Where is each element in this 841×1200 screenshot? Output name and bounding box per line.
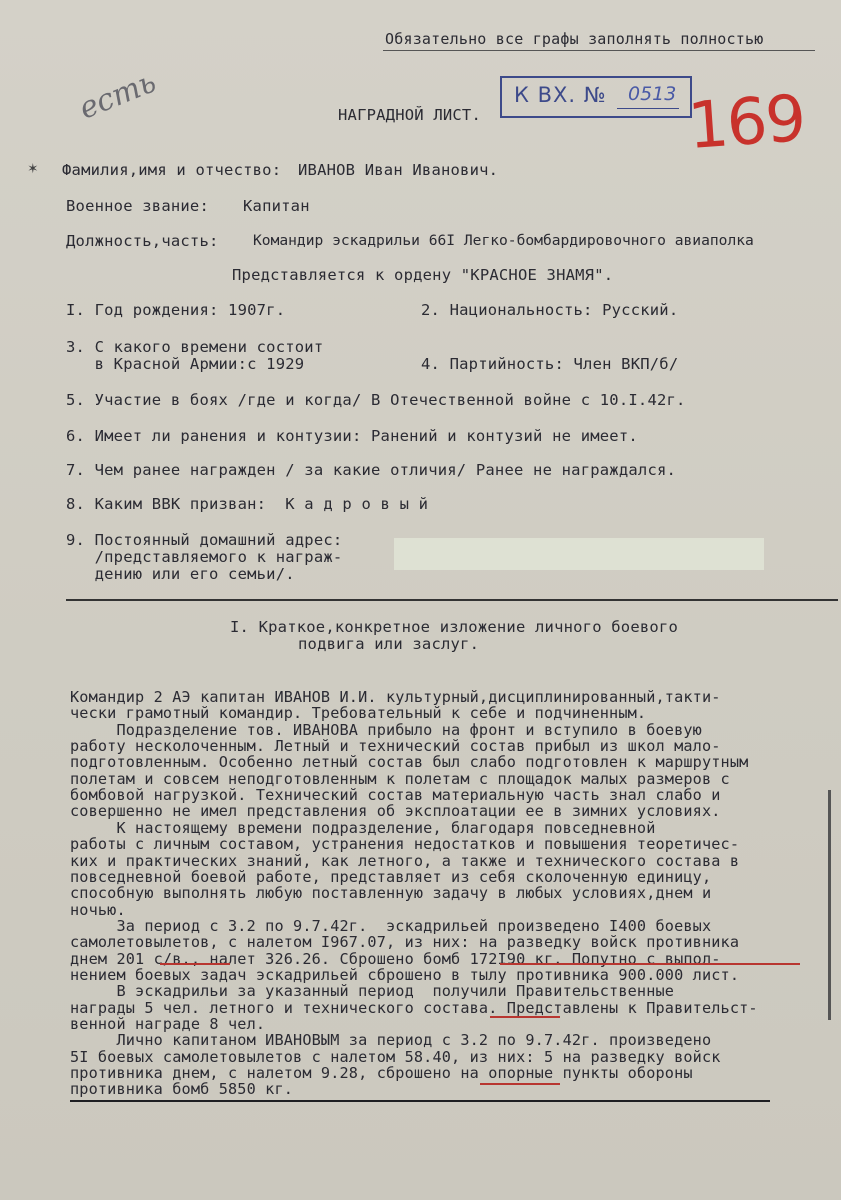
narrative-line: венной награде 8 чел.: [70, 1015, 266, 1033]
narrative-line: работы с личным составом, устранения недостатков и повышения теоретичес-: [70, 835, 740, 854]
award-line: Представляется к ордену "КРАСНОЕ ЗНАМЯ".: [232, 266, 614, 284]
item-wounds: 6. Имеет ли ранения и контузии: Ранений и контузий не имеет.: [66, 427, 638, 445]
narrative-line: награды 5 чел. летного и технического состава. Представлены к Правительст-: [70, 998, 758, 1017]
red-underline-2: [500, 963, 800, 965]
narrative-line: самолетовылетов, с налетом I967.07, из них: на разведку войск противника: [70, 933, 740, 952]
position-label: Должность,часть:: [66, 232, 219, 250]
narrative-line: противника бомб 5850 кг.: [70, 1080, 294, 1099]
registration-stamp: [500, 76, 692, 118]
narrative-line: нением боевых задач эскадрильей сброшено в тылу противника 900.000 лист.: [70, 965, 740, 984]
rank-value: Капитан: [243, 197, 310, 215]
item-party: 4. Партийность: Член ВКП/б/: [421, 355, 679, 373]
item-service-since-b: в Красной Армии:с 1929: [66, 355, 305, 373]
header-note: Обязательно все графы заполнять полностью: [385, 30, 764, 48]
margin-line: [828, 790, 831, 1020]
narrative-line: В эскадрильи за указанный период получили Правительственные: [70, 982, 675, 1001]
narrative-line: К настоящему времени подразделение, благодаря повседневной: [70, 818, 656, 837]
section-title-line2: подвига или заслуг.: [298, 635, 480, 653]
item-service-since-a: 3. С какого времени состоит: [66, 338, 324, 356]
red-underline-3: [490, 1016, 560, 1018]
narrative-line: Командир 2 АЭ капитан ИВАНОВ И.И. культурный,дисциплинированный,такти-: [70, 688, 721, 706]
narrative-line: За период с 3.2 по 9.7.42г. эскадрильей произведено I400 боевых: [70, 916, 712, 935]
red-underline-4: [480, 1083, 560, 1085]
redacted-address: [394, 538, 764, 570]
margin-bullet: ✶: [28, 158, 38, 177]
name-label: Фамилия,имя и отчество:: [62, 161, 282, 179]
narrative-line: днем 201 с/в., налет 326.26. Сброшено бомб 172I90 кг. Попутно с выпол-: [70, 949, 721, 968]
narrative-line: работу несколоченным. Летный и технический состав прибыл из школ мало-: [70, 737, 721, 756]
position-value: Командир эскадрильи 66I Легко-бомбардировочного авиаполка: [253, 232, 754, 249]
pencil-mark: есть: [74, 64, 162, 127]
name-value: ИВАНОВ Иван Иванович.: [298, 161, 499, 179]
narrative-line: бомбовой нагрузкой. Технический состав материальную часть знал слабо и: [70, 786, 721, 805]
section-divider: [66, 599, 838, 601]
item-nationality: 2. Национальность: Русский.: [421, 301, 679, 319]
header-underline: [383, 50, 815, 51]
document-title: НАГРАДНОЙ ЛИСТ.: [338, 106, 481, 124]
narrative-line: ких и практических знаний, как летного, а также и технического состава в: [70, 851, 740, 870]
narrative-line: ночью.: [70, 900, 126, 919]
stamp-number: 0513: [628, 83, 677, 105]
item-battles: 5. Участие в боях /где и когда/ В Отечественной войне с 10.I.42г.: [66, 391, 686, 409]
stamp-prefix: К ВХ. №: [514, 83, 607, 107]
narrative-line: Лично капитаном ИВАНОВЫМ за период с 3.2 по 9.7.42г. произведено: [70, 1031, 712, 1050]
black-underline: [70, 1100, 770, 1102]
stamp-number-underline: [617, 108, 679, 109]
narrative-line: способную выполнять любую поставленную задачу в любых условиях,днем и: [70, 884, 712, 903]
item-address-a: 9. Постоянный домашний адрес:: [66, 531, 343, 549]
narrative-line: полетам и совсем неподготовленным к полетам с площадок малых размеров с: [70, 769, 730, 788]
section-title-line1: I. Краткое,конкретное изложение личного боевого: [230, 618, 678, 636]
rank-label: Военное звание:: [66, 197, 209, 215]
item-prior-awards: 7. Чем ранее награжден / за какие отличия/ Ранее не награждался.: [66, 461, 677, 479]
red-page-number: 169: [685, 82, 807, 164]
red-underline-1: [160, 963, 230, 965]
narrative-line: совершенно не имел представления об эксплоатации ее в зимних условиях.: [70, 802, 721, 821]
narrative-line: повседневной боевой работе, представляет из себя сколоченную единицу,: [70, 867, 712, 886]
item-address-c: дению или его семьи/.: [66, 565, 295, 583]
item-address-b: /представляемого к награж-: [66, 548, 343, 566]
narrative-line: чески грамотный командир. Требовательный к себе и подчиненным.: [70, 704, 647, 723]
narrative-line: 5I боевых самолетовылетов с налетом 58.40, из них: 5 на разведку войск: [70, 1047, 721, 1066]
item-conscription: 8. Каким ВВК призван: К а д р о в ы й: [66, 495, 429, 513]
narrative-line: Подразделение тов. ИВАНОВА прибыло на фронт и вступило в боевую: [70, 720, 702, 739]
narrative-line: подготовленным. Особенно летный состав был слабо подготовлен к маршрутным: [70, 753, 749, 772]
narrative-line: противника днем, с налетом 9.28, сброшено на опорные пункты обороны: [70, 1064, 693, 1083]
item-birth-year: I. Год рождения: 1907г.: [66, 301, 286, 319]
